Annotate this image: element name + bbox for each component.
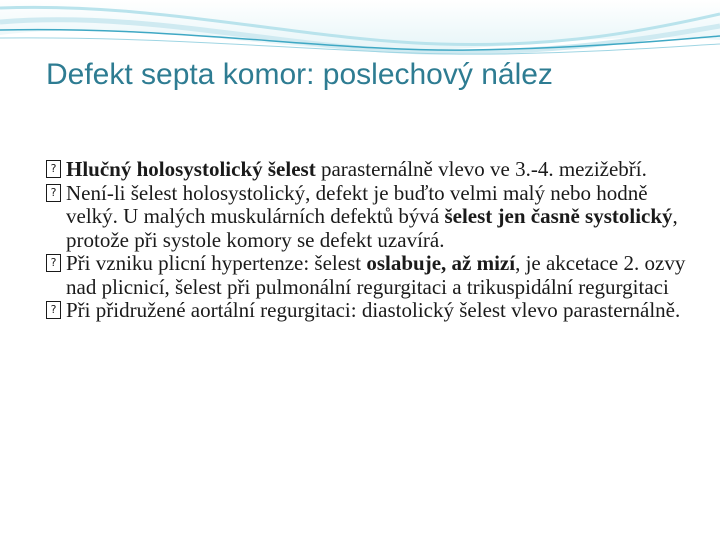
bullet-text: Při přidružené aortální regurgitaci: diastolický šelest vlevo parasternálně. [66, 298, 681, 322]
bullet-text: , protože při systole komory se defekt uzavírá. [66, 204, 678, 252]
bullet-item [46, 299, 686, 323]
bullet-text-bold: šelest jen časně systolický [444, 204, 673, 228]
bullet-text: , je akcetace 2. ozvy nad plicnicí, šelest při pulmonální regurgitaci a trikuspidální regurgitaci [66, 251, 686, 299]
bullet-item [46, 158, 686, 182]
bullet-text: parasternálně vlevo ve 3.-4. mezižebří. [315, 157, 647, 181]
bullet-item [46, 182, 686, 253]
slide-title: Defekt septa komor: poslechový nález [46, 58, 553, 91]
missing-glyph-bullet-icon: ? [46, 254, 61, 272]
bullet-text-bold: oslabuje, až mizí [366, 251, 516, 275]
missing-glyph-bullet-icon: ? [46, 301, 61, 319]
bullet-text-bold: Hlučný holosystolický šelest [66, 157, 316, 181]
missing-glyph-bullet-icon: ? [46, 184, 61, 202]
bullet-item [46, 252, 686, 299]
bullet-text: Při vzniku plicní hypertenze: šelest [66, 251, 367, 275]
missing-glyph-bullet-icon: ? [46, 160, 61, 178]
bullet-list [46, 158, 686, 323]
header-wave-decoration [0, 0, 720, 60]
bullet-text: Není-li šelest holosystolický, defekt je buďto velmi malý nebo hodně velký. U malých muskulárních defektů bývá [66, 180, 648, 228]
